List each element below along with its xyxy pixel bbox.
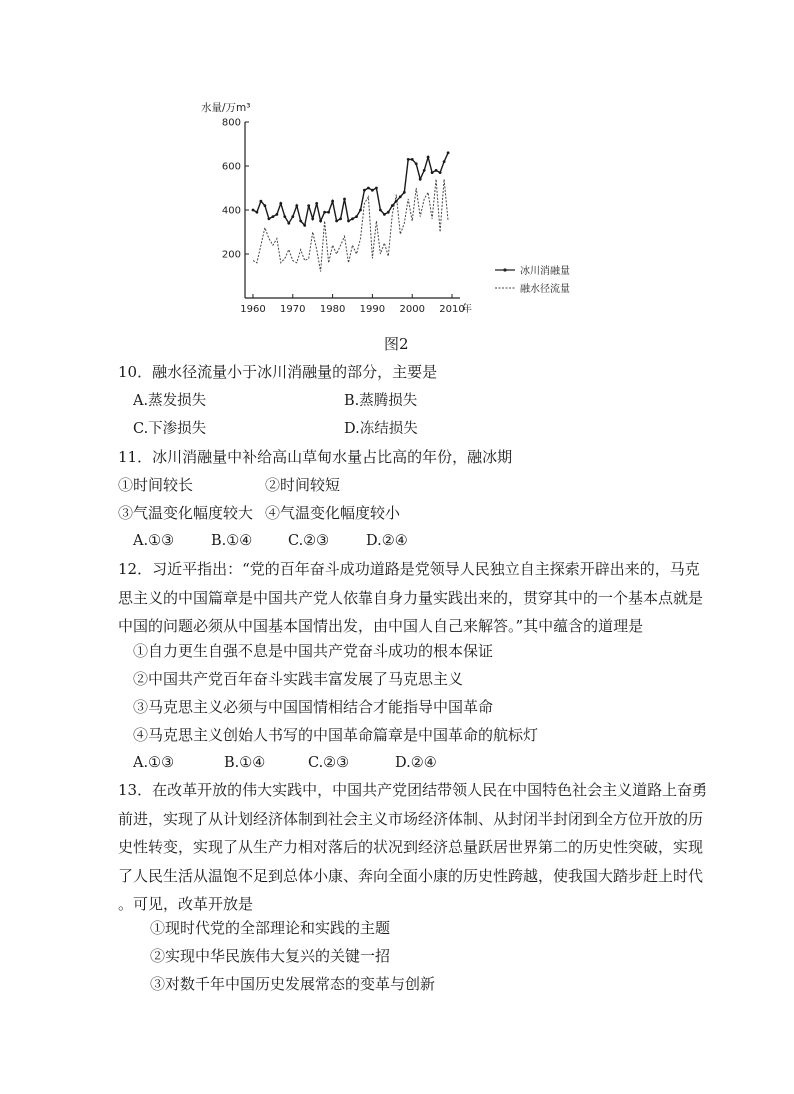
legend-melt-label: 冰川消融量 [520,266,570,277]
q12-option-d: D.②④ [395,755,437,771]
q12-stem [118,555,704,641]
series-melt-point [399,195,402,198]
series-melt-point [276,213,279,216]
series-melt-point [264,204,267,207]
q10-option-c: C.下渗损失 [133,421,207,437]
series-melt-point [311,217,314,220]
q11-item-1: ①时间较长 [118,476,194,494]
series-melt-point [343,198,346,201]
series-melt-point [256,211,259,214]
q13-stem-line-2: 前进，实现了从计划经济体制到社会主义市场经济体制、从封闭半封闭到全方位开放的历 [118,809,704,828]
series-melt-point [403,191,406,194]
series-melt-point [295,204,298,207]
series-melt-point [327,211,330,214]
series-melt-point [367,187,370,190]
series-melt-point [315,202,318,205]
chart-legend [495,264,570,295]
series-melt-point [443,160,446,163]
q12-option-a: A.①③ [133,755,175,771]
series-melt-point [299,220,302,223]
series-melt-point [435,169,438,172]
series-melt-point [363,189,366,192]
q11-option-b: B.①④ [211,533,253,549]
series-melt-point [407,158,410,161]
series-melt-point [447,151,450,154]
y-tick-label: 800 [221,117,241,129]
series-runoff-group [253,179,448,271]
series-melt-point [375,187,378,190]
series-melt-point [307,204,310,207]
series-melt-line [253,153,448,226]
series-melt-point [291,215,294,218]
q11-item-2: ②时间较短 [265,476,341,494]
q12-option-b: B.①④ [224,755,266,771]
series-melt-point [339,217,342,220]
series-melt-point [423,169,426,172]
q12-stem-line-2: 思主义的中国篇章是中国共产党人依靠自身力量实践出来的，贯穿其中的一个基本点就是 [118,588,704,607]
q11-item-3: ③气温变化幅度较大 [118,504,254,522]
series-melt-point [431,171,434,174]
x-tick-label: 2010 [439,304,465,315]
q12-stem-line-3: 中国的问题必须从中国基本国情出发，由中国人自己来解答。”其中蕴含的道理是 [118,617,644,635]
series-melt-point [347,220,350,223]
series-melt-point [387,211,390,214]
y-tick-label: 400 [221,205,241,217]
y-axis-label: 水量/万m³ [201,102,251,114]
series-melt-point [395,200,398,203]
series-melt-point [323,211,326,214]
q10-stem: 10．融水径流量小于冰川消融量的部分，主要是 [118,363,438,381]
legend-runoff-label: 融水径流量 [520,284,570,295]
series-melt-point [279,202,282,205]
series-melt-point [415,162,418,165]
series-runoff-line [253,179,448,271]
q13-item-3: ③对数千年中国历史发展常态的变革与创新 [150,975,436,993]
legend-melt-marker [503,268,506,271]
x-axis-unit-label: 年 [462,304,472,315]
q13-item-1: ①现时代党的全部理论和实践的主题 [150,919,391,937]
series-melt-point [272,215,275,218]
series-melt-point [268,217,271,220]
x-tick-label: 1980 [319,304,346,315]
q12-item-2: ②中国共产党百年奋斗实践丰富发展了马克思主义 [133,670,464,688]
series-melt-point [335,220,338,223]
q13-stem-line-3: 史性转变，实现了从生产力相对落后的状况到经济总量跃居世界第二的历史性突破，实现 [118,838,704,856]
q11-option-c: C.②③ [288,533,330,549]
q12-item-1: ①自力更生自强不息是中国共产党奋斗成功的根本保证 [133,642,494,660]
q12-stem-line-1: 12．习近平指出：“党的百年奋斗成功道路是党领导人民独立自主探索开辟出来的，马克 [118,560,700,578]
x-tick-label: 1970 [280,304,306,315]
series-melt-point [391,204,394,207]
q13-stem-line-5: 。可见，改革开放是 [118,895,254,913]
q11-stem: 11．冰川消融量中补给高山草甸水量占比高的年份，融冰期 [118,448,513,466]
series-melt-point [355,215,358,218]
series-melt-point [252,209,255,212]
x-tick-label: 1960 [240,304,266,315]
q10-option-a: A.蒸发损失 [133,393,207,409]
series-melt-point [303,224,306,227]
series-melt-point [331,200,334,203]
chart-svg [195,98,595,333]
series-melt-point [411,158,414,161]
q11-item-4: ④气温变化幅度较小 [265,504,401,522]
y-tick-label: 200 [221,249,241,261]
series-melt-point [351,217,354,220]
figure-caption: 图2 [384,335,409,353]
series-melt-point [283,215,286,218]
series-melt-point [439,171,442,174]
x-tick-label: 2000 [399,304,425,315]
q13-stem-line-4: 了人民生活从温饱不足到总体小康、奔向全面小康的历史性跨越，使我国大踏步赶上时代 [118,866,704,885]
q10-option-b: B.蒸腾损失 [344,393,418,409]
x-tick-label: 1990 [359,304,386,315]
q11-option-a: A.①③ [133,533,175,549]
series-melt-point [319,220,322,223]
q13-stem [118,776,708,919]
series-melt-point [379,209,382,212]
series-melt-point [359,209,362,212]
q10-option-d: D.冻结损失 [344,421,418,437]
series-melt-point [287,222,290,225]
line-chart-figure [195,98,595,333]
q12-option-c: C.②③ [308,755,350,771]
series-melt-point [260,200,263,203]
series-melt-point [419,178,422,181]
series-melt-point [427,156,430,159]
q11-option-d: D.②④ [366,533,408,549]
series-melt-point [383,213,386,216]
q12-item-3: ③马克思主义必须与中国国情相结合才能指导中国革命 [133,698,494,716]
q13-item-2: ②实现中华民族伟大复兴的关键一招 [150,947,391,965]
y-tick-label: 600 [221,161,241,173]
q13-stem-line-1: 13．在改革开放的伟大实践中，中国共产党团结带领人民在中国特色社会主义道路上奋勇 [118,781,708,799]
series-melt-point [371,189,374,192]
q12-item-4: ④马克思主义创始人书写的中国革命篇章是中国革命的航标灯 [133,726,539,744]
